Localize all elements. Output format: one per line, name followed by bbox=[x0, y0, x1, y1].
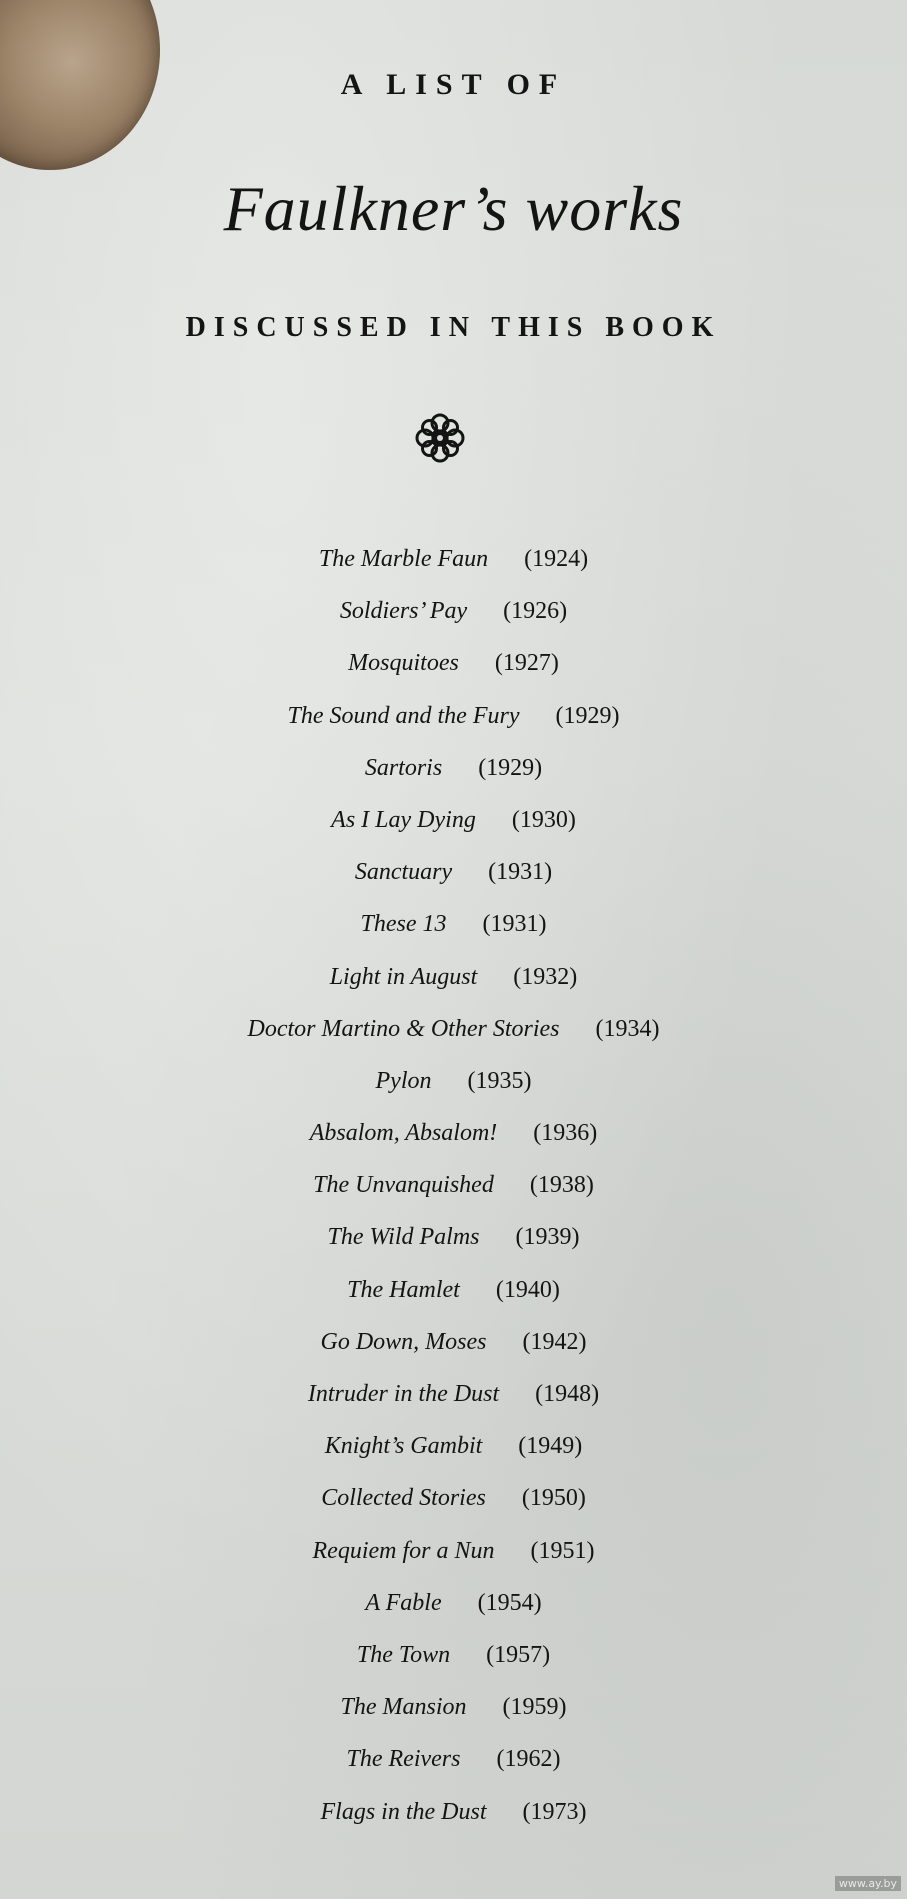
work-title: The Hamlet bbox=[347, 1276, 460, 1303]
work-title: Pylon bbox=[375, 1067, 432, 1094]
work-year: (1934) bbox=[595, 1015, 660, 1042]
work-year: (1929) bbox=[478, 754, 543, 781]
list-item bbox=[0, 1002, 907, 1054]
list-item bbox=[0, 1367, 907, 1419]
work-title: The Marble Faun bbox=[318, 546, 489, 572]
list-item bbox=[0, 1785, 907, 1837]
work-title: Sanctuary bbox=[354, 859, 453, 886]
work-title: Soldiers’ Pay bbox=[339, 598, 468, 625]
work-title: Intruder in the Dust bbox=[307, 1381, 500, 1407]
list-item bbox=[0, 1680, 907, 1732]
work-year: (1926) bbox=[503, 598, 568, 625]
work-year: (1927) bbox=[494, 650, 559, 677]
work-title: Knight’s Gambit bbox=[324, 1433, 483, 1460]
work-year: (1935) bbox=[467, 1067, 532, 1094]
work-title: Absalom, Absalom! bbox=[309, 1120, 498, 1147]
work-title: The Town bbox=[356, 1641, 451, 1668]
work-year: (1942) bbox=[522, 1328, 587, 1355]
work-title: Requiem for a Nun bbox=[312, 1537, 495, 1564]
work-title: The Reivers bbox=[346, 1746, 461, 1773]
work-title: As I Lay Dying bbox=[331, 806, 476, 833]
work-title: The Unvanquished bbox=[313, 1172, 494, 1199]
work-year: (1924) bbox=[524, 546, 589, 572]
list-item bbox=[0, 1263, 907, 1315]
watermark: www.ay.by bbox=[835, 1876, 901, 1891]
list-item bbox=[0, 1628, 907, 1680]
page-subtitle: DISCUSSED IN THIS BOOK bbox=[185, 312, 722, 343]
work-title: The Wild Palms bbox=[327, 1224, 480, 1251]
list-item bbox=[0, 689, 907, 741]
work-year: (1949) bbox=[518, 1433, 583, 1460]
work-year: (1948) bbox=[535, 1381, 600, 1407]
list-item bbox=[0, 1419, 907, 1471]
work-title: These 13 bbox=[360, 911, 447, 938]
work-title: Go Down, Moses bbox=[320, 1328, 487, 1355]
list-item bbox=[0, 532, 907, 584]
work-year: (1973) bbox=[522, 1798, 587, 1825]
work-year: (1939) bbox=[515, 1224, 580, 1251]
work-year: (1957) bbox=[486, 1641, 551, 1668]
list-item bbox=[0, 584, 907, 636]
list-item bbox=[0, 1524, 907, 1576]
list-item bbox=[0, 1054, 907, 1106]
work-year: (1930) bbox=[511, 806, 576, 833]
list-item bbox=[0, 845, 907, 897]
work-year: (1931) bbox=[488, 859, 553, 886]
work-year: (1954) bbox=[477, 1589, 542, 1616]
list-item bbox=[0, 1106, 907, 1158]
list-item bbox=[0, 1732, 907, 1784]
work-year: (1940) bbox=[495, 1276, 560, 1303]
work-year: (1938) bbox=[529, 1172, 594, 1199]
list-item bbox=[0, 897, 907, 949]
list-item bbox=[0, 1471, 907, 1523]
fleuron-icon bbox=[412, 410, 468, 466]
list-item bbox=[0, 950, 907, 1002]
page-title: Faulkner’s works bbox=[223, 173, 684, 244]
work-title: Doctor Martino & Other Stories bbox=[247, 1015, 560, 1042]
work-title: A Fable bbox=[365, 1589, 442, 1616]
list-item bbox=[0, 741, 907, 793]
list-item bbox=[0, 793, 907, 845]
work-year: (1951) bbox=[530, 1537, 595, 1564]
work-title: Flags in the Dust bbox=[320, 1798, 487, 1825]
work-title: Light in August bbox=[329, 963, 478, 990]
work-title: Collected Stories bbox=[321, 1485, 486, 1512]
work-year: (1931) bbox=[482, 911, 547, 938]
work-year: (1929) bbox=[555, 702, 620, 729]
list-item bbox=[0, 1576, 907, 1628]
work-title: The Mansion bbox=[340, 1694, 467, 1721]
list-item bbox=[0, 1210, 907, 1262]
work-title: The Sound and the Fury bbox=[287, 702, 520, 729]
works-list bbox=[0, 532, 907, 1837]
work-title: Mosquitoes bbox=[348, 650, 459, 677]
list-item bbox=[0, 1315, 907, 1367]
work-year: (1962) bbox=[496, 1746, 561, 1773]
kicker-heading: A LIST OF bbox=[340, 68, 567, 101]
work-year: (1936) bbox=[533, 1120, 598, 1147]
work-year: (1932) bbox=[513, 963, 578, 990]
work-title: Sartoris bbox=[364, 754, 443, 781]
work-year: (1950) bbox=[521, 1485, 586, 1512]
list-item bbox=[0, 1158, 907, 1210]
list-item bbox=[0, 636, 907, 688]
work-year: (1959) bbox=[502, 1694, 567, 1721]
